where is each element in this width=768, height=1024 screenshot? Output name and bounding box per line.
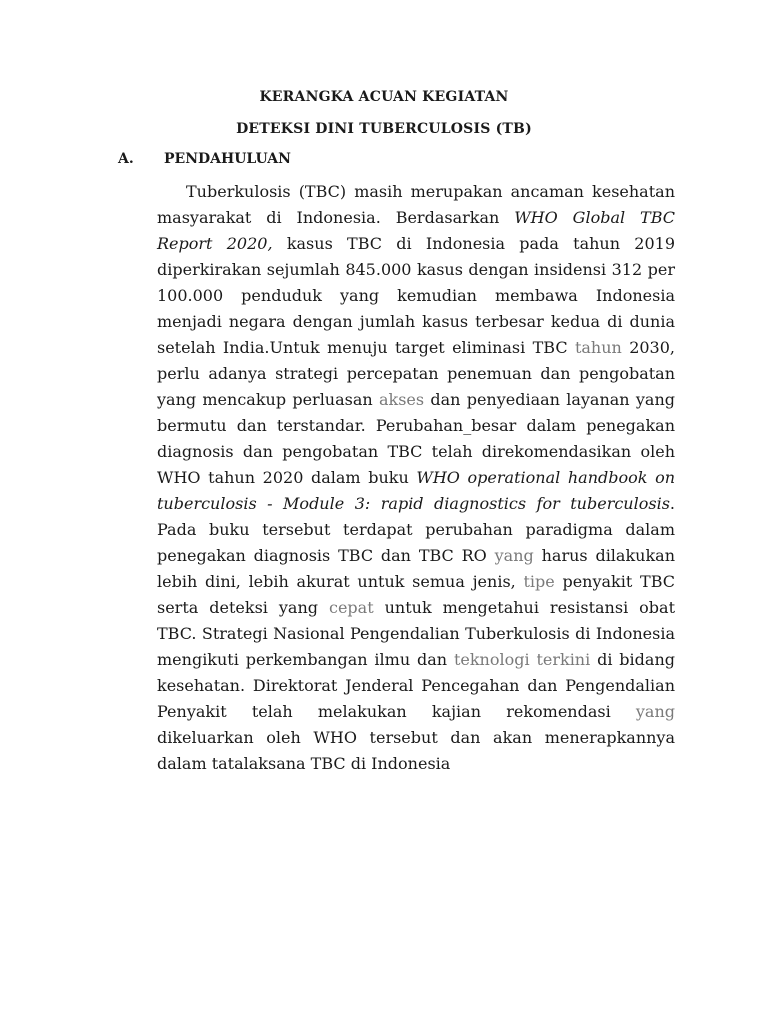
body-paragraph [157, 179, 675, 777]
paragraph-gray-text: cepat [328, 598, 374, 617]
paragraph-text: . Pada buku tersebut terdapat perubahan paradigma dalam penegakan diagnosis TBC dan TBC RO [157, 494, 675, 565]
paragraph-text: untuk mengetahui resistansi obat TBC. Strategi Nasional Pengendalian Tuberkulosis di Indonesia mengikuti perkembangan ilmu dan [157, 598, 676, 669]
document-subtitle: DETEKSI DINI TUBERCULOSIS (TB) [236, 121, 532, 137]
section-heading: PENDAHULUAN [164, 151, 291, 167]
paragraph-text: dikeluarkan oleh WHO tersebut dan akan menerapkannya dalam tatalaksana TBC di Indonesia [157, 728, 675, 773]
paragraph-text: dan penyediaan layanan yang bermutu dan terstandar. Perubahan_besar dalam penegakan diagnosis dan pengobatan TBC telah direkomendasikan oleh WHO tahun 2020 dalam buku [157, 390, 675, 487]
paragraph-text: 2030, perlu adanya strategi percepatan penemuan dan pengobatan yang mencakup perluasan [157, 338, 675, 409]
paragraph-italic-text: WHO Global TBC Report 2020, [157, 208, 675, 253]
document-title: KERANGKA ACUAN KEGIATAN [259, 89, 509, 105]
paragraph-italic-text: WHO operational handbook on tuberculosis - Module 3: rapid diagnostics for tuberculosis [157, 468, 675, 513]
paragraph-gray-text: akses [378, 390, 425, 409]
paragraph-text: Tuberkulosis (TBC) masih merupakan ancaman kesehatan masyarakat di Indonesia. Berdasarkan [157, 182, 675, 227]
paragraph-gray-text: yang [494, 546, 534, 565]
paragraph-gray-text: tipe [523, 572, 555, 591]
paragraph-text: penyakit TBC serta deteksi yang [157, 572, 675, 617]
paragraph-gray-text: yang [635, 702, 675, 721]
paragraph-gray-text: teknologi terkini [453, 650, 591, 669]
paragraph-text: kasus TBC di Indonesia pada tahun 2019 diperkirakan sejumlah 845.000 kasus dengan insidensi 312 per 100.000 penduduk yang kemudian membawa Indonesia menjadi negara dengan jumlah kasus terbesar kedua di dunia setelah India.Untuk menuju target eliminasi TBC [157, 234, 675, 357]
paragraph-text: harus dilakukan lebih dini, lebih akurat untuk semua jenis, [157, 546, 676, 591]
paragraph-gray-text: tahun [574, 338, 622, 357]
paragraph-text: di bidang kesehatan. Direktorat Jenderal Pencegahan dan Pengendalian Penyakit telah melakukan kajian rekomendasi [157, 650, 675, 721]
section-letter: A. [118, 151, 134, 167]
